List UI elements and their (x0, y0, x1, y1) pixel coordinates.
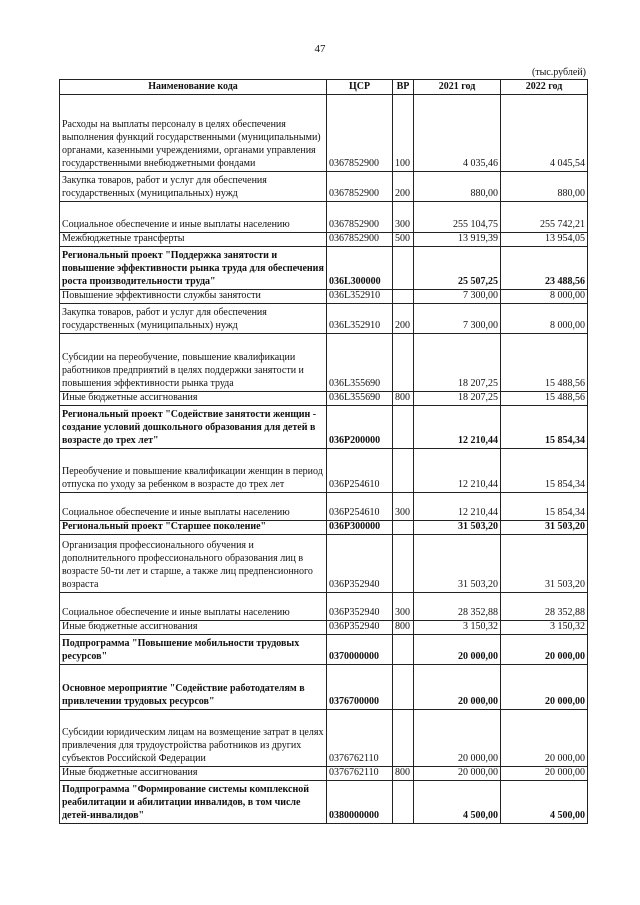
row-name: Иные бюджетные ассигнования (60, 767, 327, 781)
row-name: Социальное обеспечение и иные выплаты населению (60, 593, 327, 621)
row-amount-2021: 18 207,25 (414, 392, 501, 406)
table-row (60, 233, 588, 247)
row-amount-2022: 15 488,56 (501, 392, 588, 406)
row-name: Закупка товаров, работ и услуг для обеспечения государственных (муниципальных) нужд (60, 304, 327, 334)
units-label: (тыс.рублей) (531, 67, 586, 78)
row-csr: 0367852900 (327, 172, 393, 202)
header-2021: 2021 год (414, 80, 501, 95)
row-amount-2021: 12 210,44 (414, 493, 501, 521)
row-csr: 0376762110 (327, 767, 393, 781)
row-vr (393, 521, 414, 535)
row-csr: 0367852900 (327, 95, 393, 172)
row-amount-2022: 15 854,34 (501, 449, 588, 493)
row-amount-2022: 3 150,32 (501, 621, 588, 635)
row-csr: 036P200000 (327, 406, 393, 449)
table-row (60, 635, 588, 665)
row-amount-2022: 880,00 (501, 172, 588, 202)
row-amount-2022: 4 045,54 (501, 95, 588, 172)
row-name: Подпрограмма "Формирование системы комплексной реабилитации и абилитации инвалидов, в том числе детей-инвалидов" (60, 781, 327, 824)
row-csr: 036P352940 (327, 593, 393, 621)
table-row (60, 406, 588, 449)
table-row (60, 172, 588, 202)
table-row (60, 710, 588, 767)
budget-table (59, 79, 588, 824)
header-csr: ЦСР (327, 80, 393, 95)
row-amount-2022: 8 000,00 (501, 290, 588, 304)
table-row (60, 449, 588, 493)
row-csr: 036L352910 (327, 304, 393, 334)
row-name: Основное мероприятие "Содействие работодателям в привлечении трудовых ресурсов" (60, 665, 327, 710)
row-csr: 036L300000 (327, 247, 393, 290)
row-amount-2022: 4 500,00 (501, 781, 588, 824)
row-vr (393, 449, 414, 493)
row-name: Переобучение и повышение квалификации женщин в период отпуска по уходу за ребенком в возрасте до трех лет (60, 449, 327, 493)
row-vr (393, 406, 414, 449)
table-row (60, 493, 588, 521)
row-name: Иные бюджетные ассигнования (60, 621, 327, 635)
row-vr (393, 334, 414, 392)
page-number: 47 (314, 43, 326, 55)
row-amount-2022: 28 352,88 (501, 593, 588, 621)
row-amount-2022: 8 000,00 (501, 304, 588, 334)
row-amount-2021: 880,00 (414, 172, 501, 202)
row-vr (393, 247, 414, 290)
row-vr: 200 (393, 304, 414, 334)
row-vr: 500 (393, 233, 414, 247)
row-vr (393, 710, 414, 767)
row-amount-2022: 20 000,00 (501, 767, 588, 781)
row-vr: 200 (393, 172, 414, 202)
table-row (60, 781, 588, 824)
row-vr: 800 (393, 621, 414, 635)
row-amount-2021: 31 503,20 (414, 521, 501, 535)
header-2022: 2022 год (501, 80, 588, 95)
row-amount-2021: 28 352,88 (414, 593, 501, 621)
table-row (60, 535, 588, 593)
row-name: Социальное обеспечение и иные выплаты населению (60, 493, 327, 521)
row-amount-2021: 3 150,32 (414, 621, 501, 635)
table-body (60, 95, 588, 824)
row-amount-2022: 15 854,34 (501, 406, 588, 449)
row-amount-2021: 18 207,25 (414, 334, 501, 392)
row-csr: 036L352910 (327, 290, 393, 304)
row-name: Межбюджетные трансферты (60, 233, 327, 247)
row-vr (393, 665, 414, 710)
table-row (60, 593, 588, 621)
table-header-row (60, 80, 588, 95)
table-row (60, 304, 588, 334)
row-amount-2021: 13 919,39 (414, 233, 501, 247)
row-csr: 0376700000 (327, 665, 393, 710)
row-amount-2022: 20 000,00 (501, 635, 588, 665)
row-name: Субсидии юридическим лицам на возмещение затрат в целях привлечения для трудоустройства работников из других субъектов Российской Федерации (60, 710, 327, 767)
row-csr: 0367852900 (327, 202, 393, 233)
row-csr: 0367852900 (327, 233, 393, 247)
row-name: Региональный проект "Поддержка занятости и повышение эффективности рынка труда для обеспечения роста производительности труда" (60, 247, 327, 290)
table-row (60, 334, 588, 392)
table-row (60, 247, 588, 290)
row-amount-2021: 255 104,75 (414, 202, 501, 233)
row-vr: 800 (393, 767, 414, 781)
row-csr: 036L355690 (327, 334, 393, 392)
row-amount-2021: 20 000,00 (414, 665, 501, 710)
row-name: Повышение эффективности службы занятости (60, 290, 327, 304)
row-vr: 300 (393, 493, 414, 521)
row-amount-2021: 12 210,44 (414, 449, 501, 493)
row-name: Расходы на выплаты персоналу в целях обеспечения выполнения функций государственными (муниципальными) органами, казенными учреждениями, органами управления государственными внебюджетными фондами (60, 95, 327, 172)
row-amount-2022: 15 488,56 (501, 334, 588, 392)
row-amount-2021: 20 000,00 (414, 767, 501, 781)
row-amount-2021: 20 000,00 (414, 710, 501, 767)
row-csr: 0370000000 (327, 635, 393, 665)
row-amount-2022: 23 488,56 (501, 247, 588, 290)
row-name: Субсидии на переобучение, повышение квалификации работников предприятий в целях поддержки занятости и повышения эффективности рынка труда (60, 334, 327, 392)
table-row (60, 95, 588, 172)
row-vr (393, 535, 414, 593)
row-name: Организация профессионального обучения и дополнительного профессионального образования лиц в возрасте 50-ти лет и старше, а также лиц предпенсионного возраста (60, 535, 327, 593)
header-name: Наименование кода (60, 80, 327, 95)
table-row (60, 290, 588, 304)
row-name: Закупка товаров, работ и услуг для обеспечения государственных (муниципальных) нужд (60, 172, 327, 202)
row-amount-2021: 4 500,00 (414, 781, 501, 824)
row-csr: 036P300000 (327, 521, 393, 535)
row-csr: 0380000000 (327, 781, 393, 824)
row-csr: 036L355690 (327, 392, 393, 406)
row-amount-2022: 13 954,05 (501, 233, 588, 247)
row-csr: 036P254610 (327, 493, 393, 521)
row-csr: 036P254610 (327, 449, 393, 493)
row-amount-2022: 255 742,21 (501, 202, 588, 233)
table-row (60, 202, 588, 233)
row-amount-2021: 20 000,00 (414, 635, 501, 665)
row-vr (393, 290, 414, 304)
row-vr: 100 (393, 95, 414, 172)
row-name: Подпрограмма "Повышение мобильности трудовых ресурсов" (60, 635, 327, 665)
row-amount-2021: 25 507,25 (414, 247, 501, 290)
table-row (60, 767, 588, 781)
row-amount-2021: 12 210,44 (414, 406, 501, 449)
row-amount-2022: 31 503,20 (501, 535, 588, 593)
row-amount-2022: 20 000,00 (501, 665, 588, 710)
row-vr (393, 781, 414, 824)
row-amount-2022: 31 503,20 (501, 521, 588, 535)
table-row (60, 392, 588, 406)
table-row (60, 521, 588, 535)
row-csr: 0376762110 (327, 710, 393, 767)
row-name: Региональный проект "Содействие занятости женщин - создание условий дошкольного образования для детей в возрасте до трех лет" (60, 406, 327, 449)
table-row (60, 621, 588, 635)
row-amount-2021: 7 300,00 (414, 290, 501, 304)
row-name: Региональный проект "Старшее поколение" (60, 521, 327, 535)
row-amount-2021: 7 300,00 (414, 304, 501, 334)
row-vr: 300 (393, 593, 414, 621)
row-name: Социальное обеспечение и иные выплаты населению (60, 202, 327, 233)
row-csr: 036P352940 (327, 535, 393, 593)
row-amount-2021: 4 035,46 (414, 95, 501, 172)
row-vr (393, 635, 414, 665)
row-vr: 800 (393, 392, 414, 406)
row-amount-2022: 15 854,34 (501, 493, 588, 521)
row-vr: 300 (393, 202, 414, 233)
row-amount-2022: 20 000,00 (501, 710, 588, 767)
row-name: Иные бюджетные ассигнования (60, 392, 327, 406)
header-vr: ВР (393, 80, 414, 95)
row-amount-2021: 31 503,20 (414, 535, 501, 593)
row-csr: 036P352940 (327, 621, 393, 635)
table-row (60, 665, 588, 710)
